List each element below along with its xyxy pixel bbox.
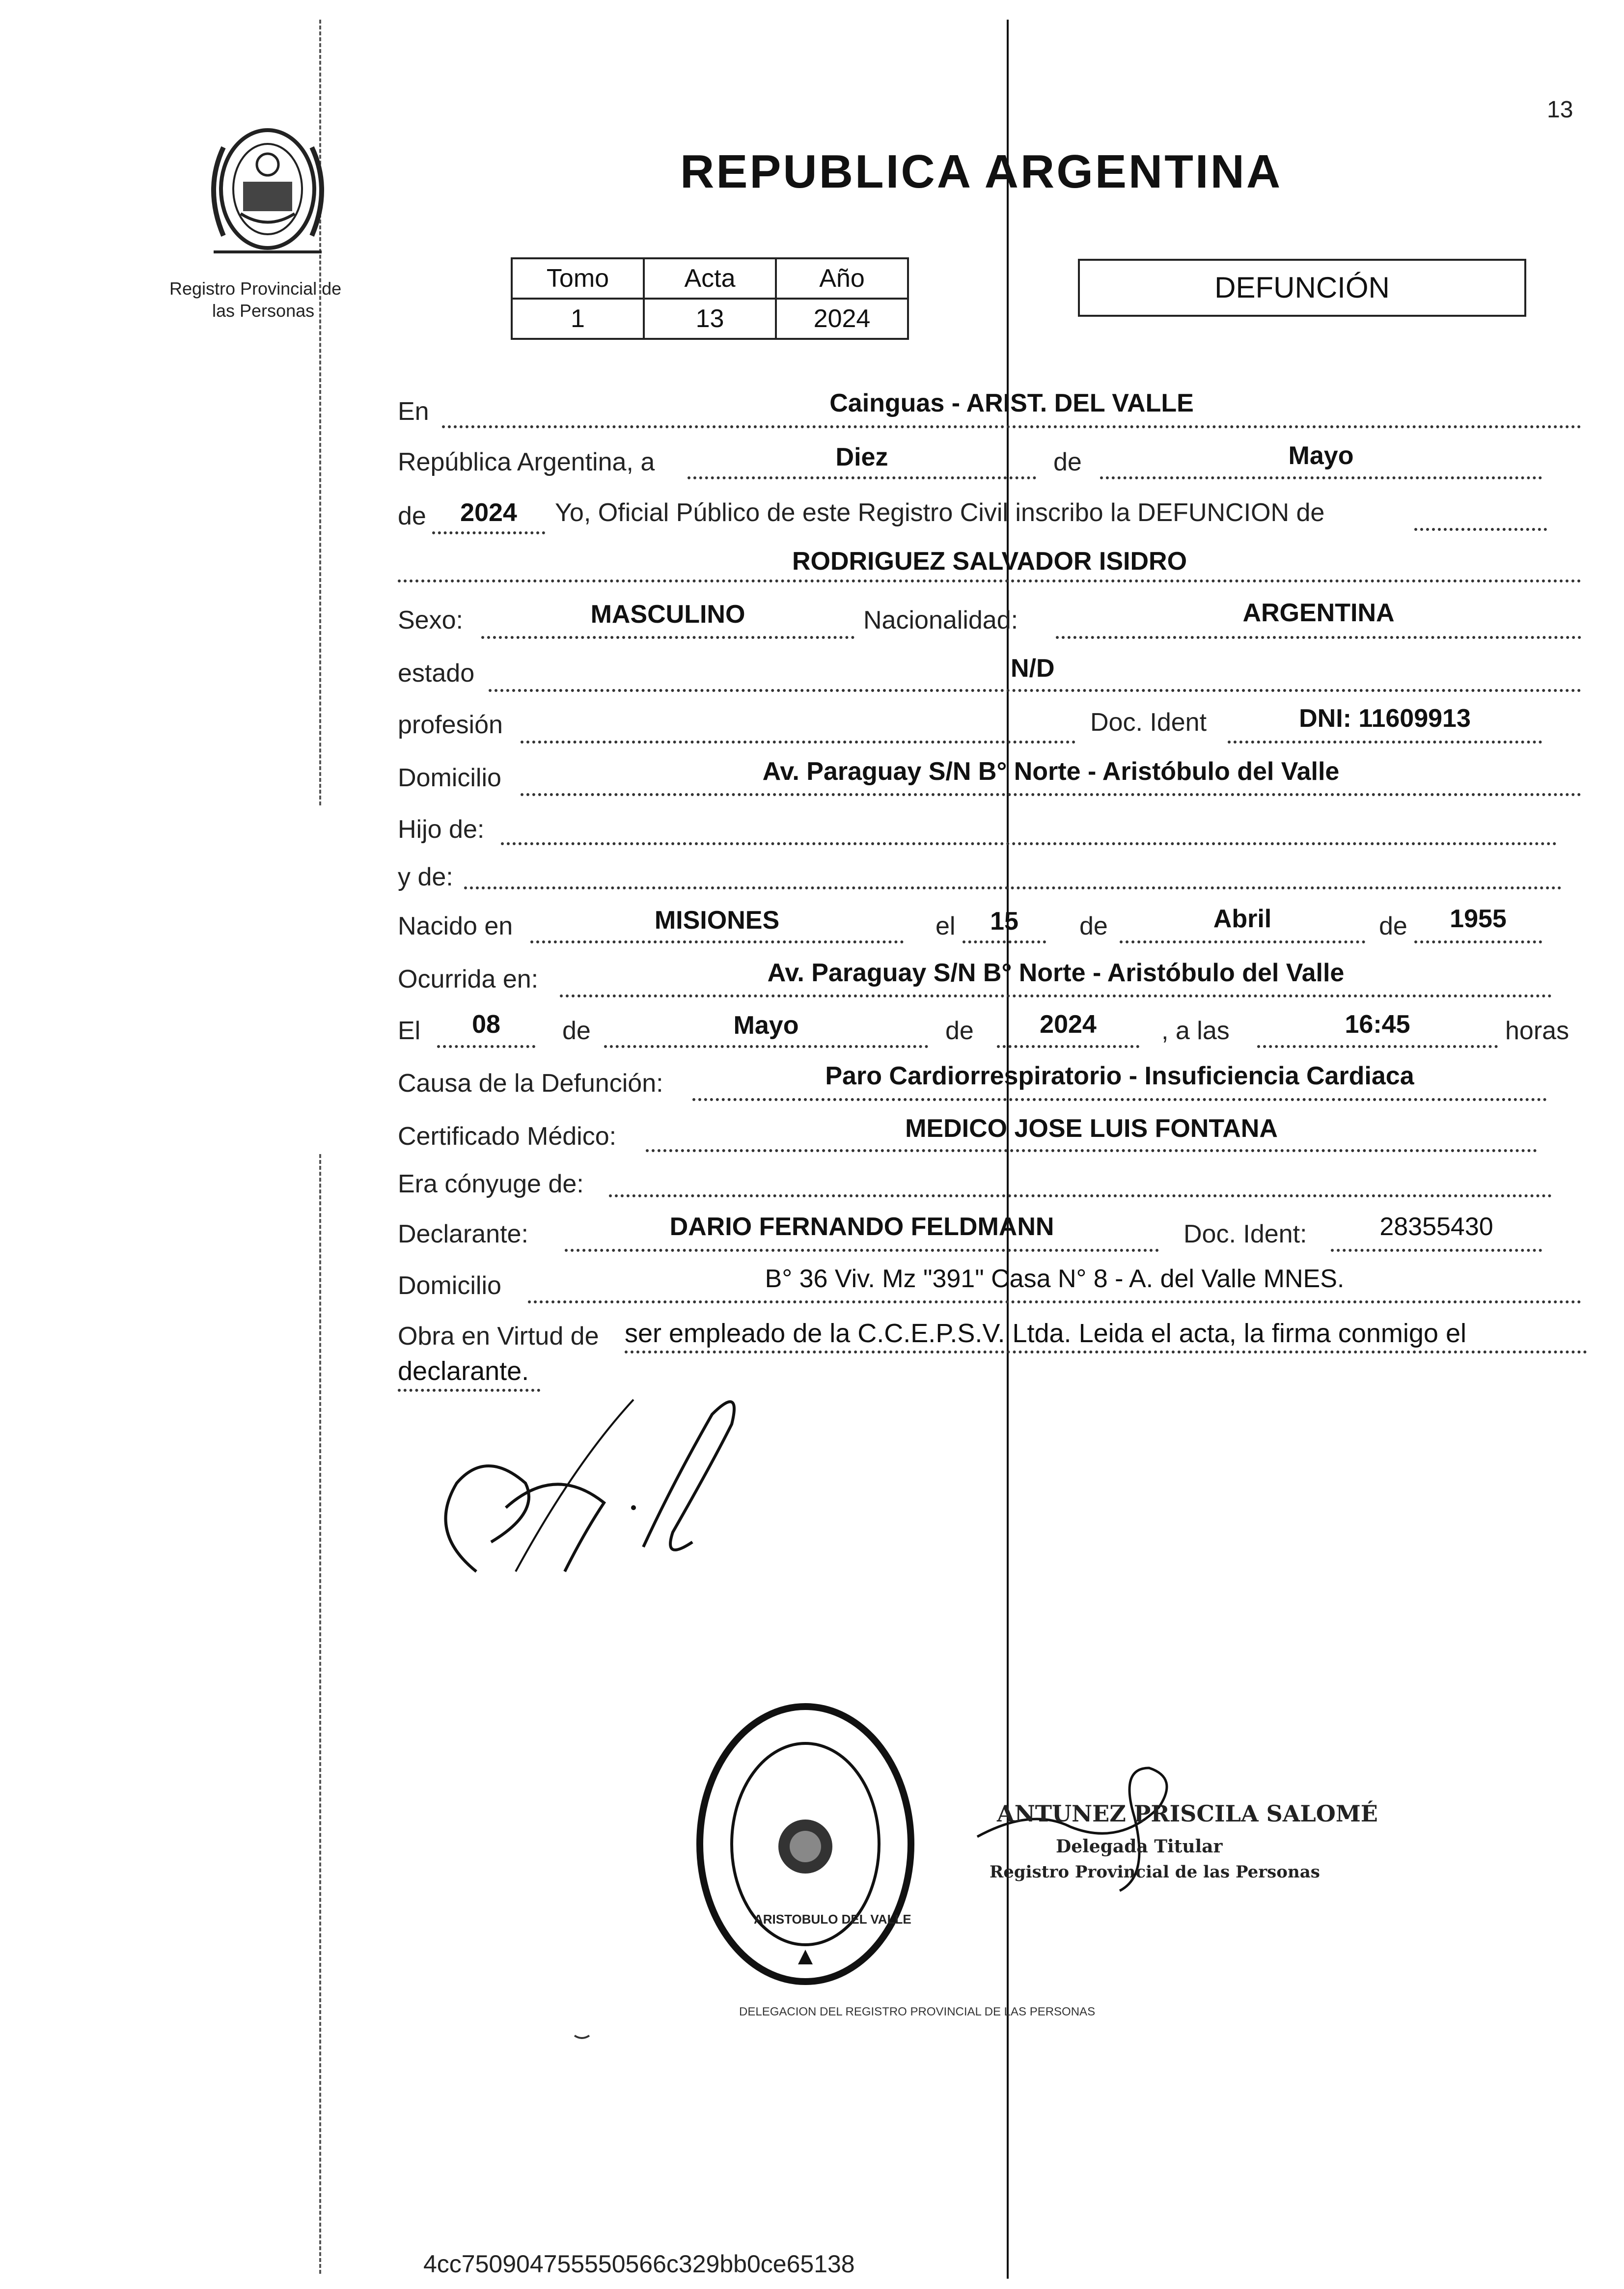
de6-label: de bbox=[945, 1017, 974, 1045]
dotted-line bbox=[646, 1149, 1537, 1152]
ocurrida-label: Ocurrida en: bbox=[398, 965, 539, 993]
causa-value: Paro Cardiorrespiratorio - Insuficiencia Cardiaca bbox=[825, 1062, 1414, 1090]
certificado-value: MEDICO JOSE LUIS FONTANA bbox=[905, 1114, 1278, 1143]
dotted-line bbox=[1331, 1249, 1542, 1252]
official-office: Registro Provincial de las Personas bbox=[990, 1862, 1320, 1882]
table-header: Acta bbox=[644, 258, 776, 299]
dotted-line bbox=[1257, 1045, 1498, 1048]
dotted-line bbox=[442, 425, 1581, 428]
obra-value-1: ser empleado de la C.C.E.P.S.V. Ltda. Leida el acta, la firma conmigo el bbox=[625, 1319, 1466, 1348]
table-cell: 1 bbox=[512, 299, 644, 339]
dotted-line bbox=[1228, 741, 1542, 744]
seal-icon bbox=[692, 1699, 918, 1994]
ocurrida-value: Av. Paraguay S/N B° Norte - Aristóbulo del Valle bbox=[767, 959, 1345, 987]
republica-label: República Argentina, a bbox=[398, 448, 655, 476]
nacido-label: Nacido en bbox=[398, 912, 513, 940]
de4-label: de bbox=[1379, 912, 1407, 940]
nacido-value: MISIONES bbox=[654, 906, 780, 935]
record-type-box: DEFUNCIÓN bbox=[1078, 259, 1526, 317]
dotted-line bbox=[625, 1351, 1587, 1353]
dotted-line bbox=[530, 940, 904, 943]
de1-label: de bbox=[1053, 448, 1082, 476]
dotted-line bbox=[1056, 636, 1581, 639]
de2-label: de bbox=[398, 502, 426, 530]
dotted-line bbox=[489, 689, 1581, 692]
a-las-label: , a las bbox=[1161, 1017, 1230, 1045]
doc-ident2-label: Doc. Ident: bbox=[1184, 1220, 1307, 1248]
de5-label: de bbox=[562, 1017, 591, 1045]
page-title: REPUBLICA ARGENTINA bbox=[680, 145, 1283, 198]
estado-label: estado bbox=[398, 659, 475, 688]
dotted-line bbox=[432, 531, 545, 534]
dotted-line bbox=[464, 886, 1562, 889]
dotted-line bbox=[528, 1300, 1581, 1303]
certificado-label: Certificado Médico: bbox=[398, 1122, 617, 1151]
signature-icon bbox=[417, 1385, 791, 1621]
registry-logo bbox=[194, 108, 341, 265]
official-role: Delegada Titular bbox=[1056, 1836, 1223, 1857]
def-mes-value: Mayo bbox=[733, 1011, 799, 1040]
inscribo-text: Yo, Oficial Público de este Registro Civil inscribo la DEFUNCION de bbox=[555, 498, 1325, 527]
nacionalidad-value: ARGENTINA bbox=[1242, 599, 1395, 627]
table-header: Tomo bbox=[512, 258, 644, 299]
dotted-line bbox=[437, 1045, 535, 1048]
page-number: 13 bbox=[1547, 97, 1573, 123]
dotted-line bbox=[1414, 940, 1542, 943]
dotted-line bbox=[521, 793, 1581, 796]
document-hash: 4cc750904755550566c329bb0ce65138 bbox=[423, 2250, 855, 2278]
nac-anio-value: 1955 bbox=[1450, 905, 1507, 933]
estado-value: N/D bbox=[1011, 654, 1055, 683]
anio-value: 2024 bbox=[460, 498, 517, 527]
el2-label: El bbox=[398, 1017, 421, 1045]
domicilio2-label: Domicilio bbox=[398, 1271, 501, 1300]
dotted-line bbox=[997, 1045, 1139, 1048]
dotted-line bbox=[560, 994, 1552, 997]
deceased-name: RODRIGUEZ SALVADOR ISIDRO bbox=[792, 547, 1187, 576]
def-anio-value: 2024 bbox=[1040, 1010, 1097, 1039]
mes-value: Mayo bbox=[1288, 441, 1354, 470]
declarante-label: Declarante: bbox=[398, 1220, 528, 1248]
y-de-label: y de: bbox=[398, 863, 453, 891]
nacionalidad-label: Nacionalidad: bbox=[863, 606, 1018, 634]
registry-caption-1: Registro Provincial de bbox=[169, 278, 342, 299]
el1-label: el bbox=[936, 912, 956, 940]
table-cell: 2024 bbox=[776, 299, 908, 339]
record-number-table bbox=[511, 257, 909, 340]
declarante-value: DARIO FERNANDO FELDMANN bbox=[669, 1213, 1054, 1241]
dotted-line bbox=[692, 1098, 1547, 1101]
stamp-seal-text: DELEGACION DEL REGISTRO PROVINCIAL DE LAS PERSONAS bbox=[739, 2005, 1096, 2018]
obra-value-2: declarante. bbox=[398, 1356, 529, 1386]
domicilio-label: Domicilio bbox=[398, 764, 501, 792]
table-header: Año bbox=[776, 258, 908, 299]
sexo-label: Sexo: bbox=[398, 606, 463, 634]
def-dia-value: 08 bbox=[472, 1010, 500, 1039]
en-value: Cainguas - ARIST. DEL VALLE bbox=[829, 389, 1194, 417]
nac-dia-value: 15 bbox=[990, 907, 1018, 936]
conyuge-label: Era cónyuge de: bbox=[398, 1170, 584, 1198]
dotted-line bbox=[609, 1194, 1552, 1197]
stamp-inner-text: ARISTOBULO DEL VALLE bbox=[754, 1912, 911, 1927]
dotted-line bbox=[688, 476, 1036, 479]
obra-label: Obra en Virtud de bbox=[398, 1322, 599, 1351]
doc-ident-label: Doc. Ident bbox=[1090, 708, 1207, 737]
table-cell: 13 bbox=[644, 299, 776, 339]
official-stamp bbox=[692, 1699, 918, 1994]
dotted-line bbox=[963, 940, 1046, 943]
dotted-line bbox=[604, 1045, 928, 1048]
dotted-line bbox=[1100, 476, 1542, 479]
scan-mark bbox=[572, 2023, 592, 2043]
binding-margin-bottom bbox=[319, 1154, 321, 2274]
dotted-line bbox=[398, 579, 1581, 582]
en-label: En bbox=[398, 397, 429, 426]
dotted-line bbox=[521, 741, 1075, 744]
dotted-line bbox=[1414, 528, 1547, 531]
dotted-line bbox=[501, 842, 1557, 845]
declarant-signature bbox=[417, 1385, 791, 1621]
dotted-line bbox=[1120, 940, 1365, 943]
domicilio2-value: B° 36 Viv. Mz "391" Casa N° 8 - A. del Valle MNES. bbox=[765, 1265, 1345, 1293]
causa-label: Causa de la Defunción: bbox=[398, 1069, 663, 1098]
doc-ident2-value: 28355430 bbox=[1379, 1213, 1493, 1241]
official-name: ANTUNEZ PRISCILA SALOMÉ bbox=[997, 1800, 1378, 1827]
profesion-label: profesión bbox=[398, 711, 503, 739]
smudge-icon bbox=[572, 2023, 592, 2043]
horas-label: horas bbox=[1505, 1017, 1569, 1045]
province-seal-icon bbox=[194, 108, 341, 265]
sexo-value: MASCULINO bbox=[590, 600, 745, 629]
dia-value: Diez bbox=[835, 443, 888, 471]
hijo-label: Hijo de: bbox=[398, 815, 485, 844]
dotted-line bbox=[481, 636, 854, 639]
doc-ident-value: DNI: 11609913 bbox=[1299, 704, 1471, 733]
registry-caption-2: las Personas bbox=[212, 301, 315, 321]
nac-mes-value: Abril bbox=[1213, 905, 1272, 933]
hora-value: 16:45 bbox=[1345, 1010, 1410, 1039]
domicilio-value: Av. Paraguay S/N B° Norte - Aristóbulo del Valle bbox=[762, 757, 1340, 786]
de3-label: de bbox=[1079, 912, 1108, 940]
dotted-line bbox=[565, 1249, 1159, 1252]
